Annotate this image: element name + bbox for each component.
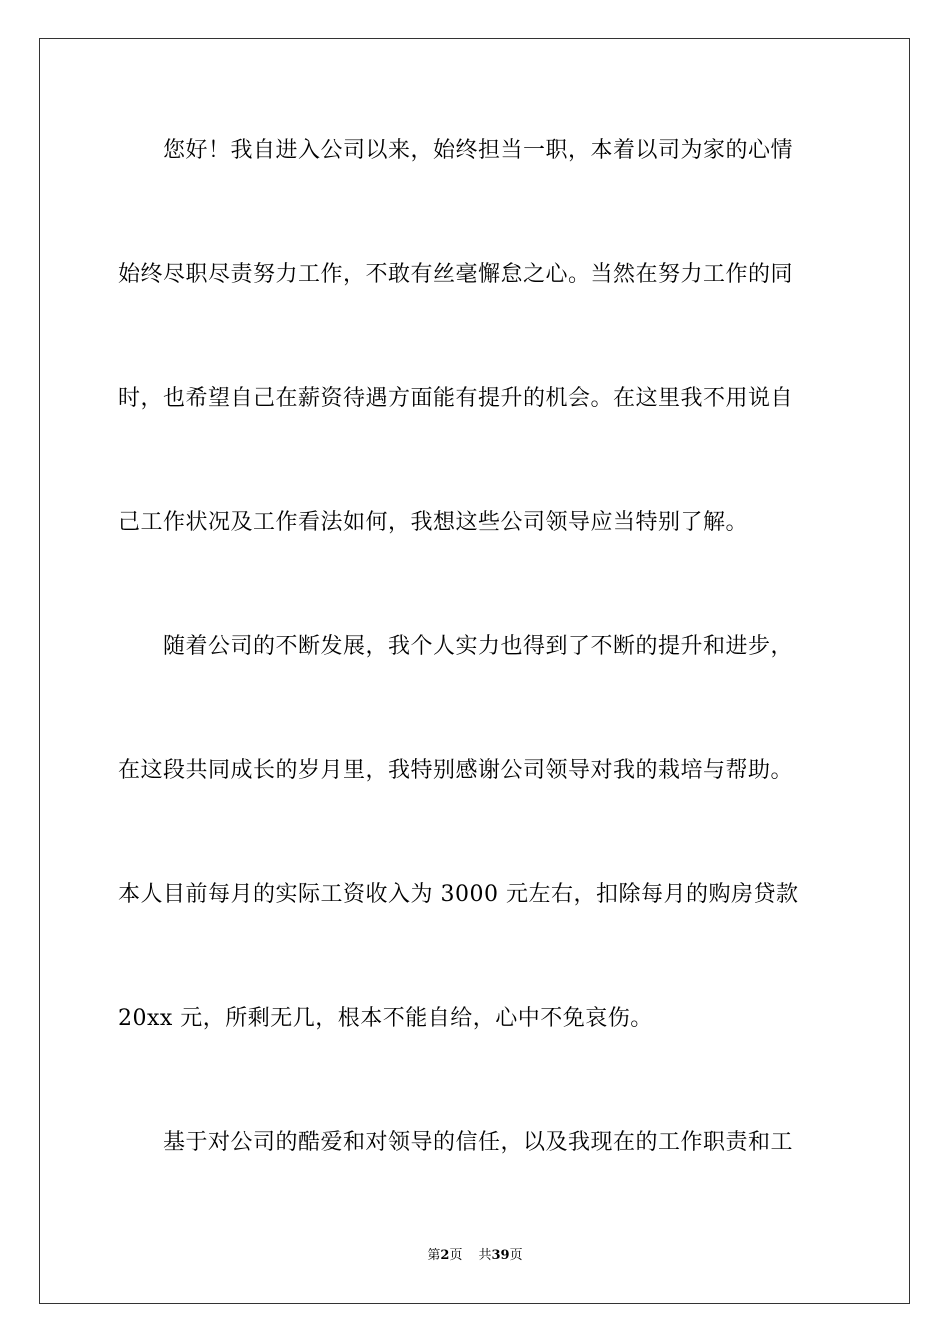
- footer-total-prefix: 共: [478, 1248, 492, 1263]
- footer-page-number: 2: [440, 1248, 450, 1263]
- paragraph-1-line-4: 己工作状况及工作看法如何，我想这些公司领导应当特别了解。: [118, 510, 749, 535]
- paragraph-2-line-2: 在这段共同成长的岁月里，我特别感谢公司领导对我的栽培与帮助。: [118, 758, 794, 783]
- paragraph-1-line-3: 时，也希望自己在薪资待遇方面能有提升的机会。在这里我不用说自: [118, 386, 794, 411]
- paragraph-3-line-1: 基于对公司的酷爱和对领导的信任，以及我现在的工作职责和工: [163, 1130, 794, 1155]
- paragraph-1-line-2: 始终尽职尽责努力工作，不敢有丝毫懈怠之心。当然在努力工作的同: [118, 262, 794, 287]
- paragraph-2-line-4: 20xx 元，所剩无几，根本不能自给，心中不免哀伤。: [118, 1006, 653, 1031]
- footer-page-suffix: 页: [449, 1248, 463, 1263]
- footer-total-pages: 39: [491, 1248, 510, 1263]
- paragraph-2-line-3: 本人目前每月的实际工资收入为 3000 元左右，扣除每月的购房贷款: [118, 882, 799, 907]
- footer-page-prefix: 第: [427, 1248, 441, 1263]
- footer-total-suffix: 页: [509, 1248, 523, 1263]
- paragraph-1-line-1: 您好！我自进入公司以来，始终担当一职，本着以司为家的心情: [163, 138, 794, 163]
- paragraph-2-line-1: 随着公司的不断发展，我个人实力也得到了不断的提升和进步，: [163, 634, 794, 659]
- page-footer: [0, 1246, 950, 1266]
- page-border: [39, 38, 910, 1304]
